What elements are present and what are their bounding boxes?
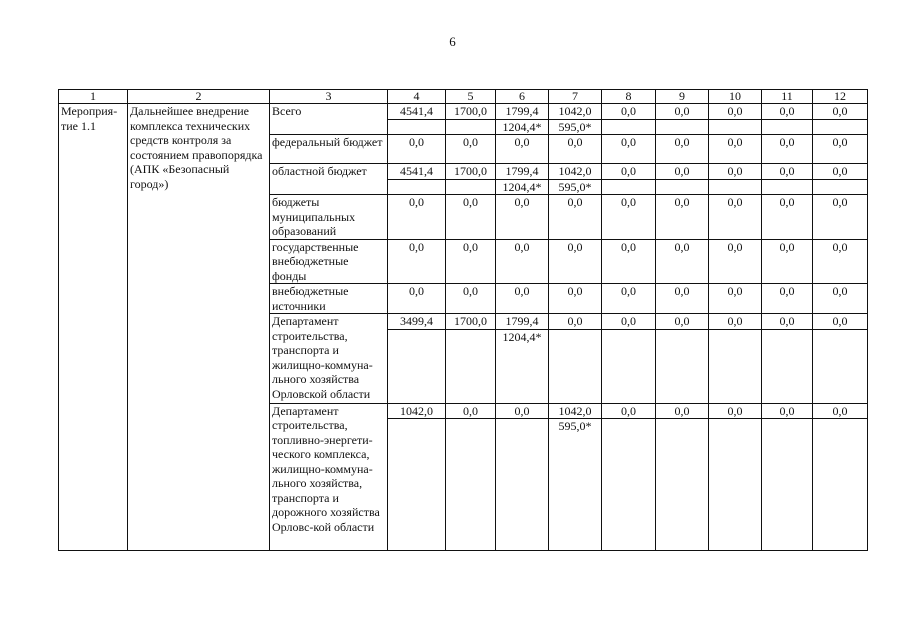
value-cell: 0,0	[496, 239, 549, 284]
source-label: бюджеты муниципальных образований	[270, 195, 388, 240]
value-cell: 0,0	[602, 239, 656, 284]
extra-value-cell: 1204,4*	[496, 119, 549, 135]
value-cell: 4541,4	[388, 104, 446, 120]
value-cell: 1700,0	[446, 164, 496, 180]
value-cell: 3499,4	[388, 314, 446, 330]
value-cell: 0,0	[656, 195, 709, 240]
value-cell: 0,0	[762, 403, 813, 419]
extra-value-cell	[388, 329, 446, 403]
value-cell: 0,0	[813, 239, 868, 284]
value-cell: 0,0	[388, 195, 446, 240]
extra-value-cell	[762, 119, 813, 135]
value-cell: 0,0	[656, 239, 709, 284]
value-cell: 0,0	[762, 239, 813, 284]
header-cell: 9	[656, 90, 709, 104]
value-cell: 0,0	[813, 104, 868, 120]
source-label: областной бюджет	[270, 164, 388, 195]
value-cell: 0,0	[602, 135, 656, 164]
value-cell: 0,0	[602, 403, 656, 419]
budget-table	[58, 89, 868, 551]
extra-value-cell	[656, 179, 709, 195]
value-cell: 0,0	[388, 284, 446, 314]
value-cell: 0,0	[709, 239, 762, 284]
value-cell: 0,0	[656, 284, 709, 314]
header-cell: 12	[813, 90, 868, 104]
value-cell: 0,0	[709, 104, 762, 120]
value-cell: 1799,4	[496, 164, 549, 180]
header-cell: 11	[762, 90, 813, 104]
source-label: федеральный бюджет	[270, 135, 388, 164]
source-label: внебюджетные источники	[270, 284, 388, 314]
value-cell: 0,0	[602, 104, 656, 120]
header-cell: 1	[59, 90, 128, 104]
header-cell: 7	[549, 90, 602, 104]
extra-value-cell: 595,0*	[549, 419, 602, 551]
table-row	[59, 104, 868, 120]
value-cell: 0,0	[762, 104, 813, 120]
extra-value-cell	[656, 119, 709, 135]
value-cell: 0,0	[709, 284, 762, 314]
value-cell: 0,0	[656, 135, 709, 164]
value-cell: 0,0	[446, 403, 496, 419]
value-cell: 0,0	[388, 135, 446, 164]
source-label: Департамент строительства, транспорта и жилищно-коммуна-льного хозяйства Орловской области	[270, 314, 388, 404]
extra-value-cell	[388, 119, 446, 135]
value-cell: 0,0	[656, 314, 709, 330]
value-cell: 1042,0	[549, 164, 602, 180]
source-label: государственные внебюджетные фонды	[270, 239, 388, 284]
value-cell: 0,0	[656, 403, 709, 419]
extra-value-cell	[656, 329, 709, 403]
extra-value-cell	[762, 329, 813, 403]
extra-value-cell: 1204,4*	[496, 179, 549, 195]
extra-value-cell	[656, 419, 709, 551]
value-cell: 0,0	[496, 195, 549, 240]
value-cell: 0,0	[709, 135, 762, 164]
extra-value-cell	[388, 179, 446, 195]
extra-value-cell	[602, 119, 656, 135]
value-cell: 0,0	[656, 104, 709, 120]
extra-value-cell	[602, 179, 656, 195]
value-cell: 0,0	[549, 195, 602, 240]
extra-value-cell	[446, 119, 496, 135]
extra-value-cell	[549, 329, 602, 403]
value-cell: 1700,0	[446, 104, 496, 120]
extra-value-cell	[446, 329, 496, 403]
value-cell: 0,0	[813, 314, 868, 330]
page-number: 6	[449, 34, 456, 49]
header-cell: 5	[446, 90, 496, 104]
value-cell: 0,0	[813, 284, 868, 314]
value-cell: 0,0	[549, 135, 602, 164]
extra-value-cell	[388, 419, 446, 551]
value-cell: 4541,4	[388, 164, 446, 180]
value-cell: 0,0	[656, 164, 709, 180]
extra-value-cell	[813, 329, 868, 403]
value-cell: 0,0	[709, 195, 762, 240]
source-label: Департамент строительства, топливно-энергети-ческого комплекса, жилищно-коммуна-льного хозяйства, транспорта и дорожного хозяйства Орловс-кой области	[270, 403, 388, 551]
value-cell: 1042,0	[388, 403, 446, 419]
extra-value-cell	[602, 419, 656, 551]
value-cell: 0,0	[549, 314, 602, 330]
value-cell: 1042,0	[549, 104, 602, 120]
header-cell: 2	[128, 90, 270, 104]
header-cell: 10	[709, 90, 762, 104]
header-cell: 8	[602, 90, 656, 104]
value-cell: 0,0	[446, 135, 496, 164]
value-cell: 0,0	[602, 164, 656, 180]
value-cell: 0,0	[602, 314, 656, 330]
extra-value-cell: 595,0*	[549, 119, 602, 135]
value-cell: 0,0	[446, 284, 496, 314]
value-cell: 1799,4	[496, 104, 549, 120]
extra-value-cell	[762, 419, 813, 551]
value-cell: 0,0	[496, 284, 549, 314]
value-cell: 1799,4	[496, 314, 549, 330]
value-cell: 0,0	[549, 284, 602, 314]
extra-value-cell	[813, 119, 868, 135]
source-label: Всего	[270, 104, 388, 135]
value-cell: 0,0	[762, 135, 813, 164]
value-cell: 0,0	[496, 403, 549, 419]
extra-value-cell: 595,0*	[549, 179, 602, 195]
extra-value-cell	[813, 419, 868, 551]
value-cell: 0,0	[709, 314, 762, 330]
value-cell: 0,0	[813, 403, 868, 419]
value-cell: 0,0	[762, 195, 813, 240]
value-cell: 1700,0	[446, 314, 496, 330]
extra-value-cell	[709, 179, 762, 195]
value-cell: 0,0	[602, 195, 656, 240]
header-row	[59, 90, 868, 104]
event-name: Дальнейшее внедрение комплекса технических средств контроля за состоянием правопорядка (АПК «Безопасный город»)	[128, 104, 270, 551]
value-cell: 0,0	[762, 284, 813, 314]
value-cell: 0,0	[709, 403, 762, 419]
extra-value-cell	[709, 119, 762, 135]
value-cell: 0,0	[446, 239, 496, 284]
value-cell: 0,0	[813, 164, 868, 180]
extra-value-cell	[496, 419, 549, 551]
value-cell: 0,0	[602, 284, 656, 314]
value-cell: 0,0	[496, 135, 549, 164]
header-cell: 3	[270, 90, 388, 104]
extra-value-cell	[602, 329, 656, 403]
value-cell: 0,0	[446, 195, 496, 240]
extra-value-cell	[446, 179, 496, 195]
value-cell: 0,0	[813, 135, 868, 164]
extra-value-cell: 1204,4*	[496, 329, 549, 403]
header-cell: 4	[388, 90, 446, 104]
event-code: Мероприя-тие 1.1	[59, 104, 128, 551]
value-cell: 0,0	[388, 239, 446, 284]
header-cell: 6	[496, 90, 549, 104]
extra-value-cell	[709, 419, 762, 551]
value-cell: 0,0	[549, 239, 602, 284]
extra-value-cell	[813, 179, 868, 195]
value-cell: 0,0	[813, 195, 868, 240]
extra-value-cell	[446, 419, 496, 551]
value-cell: 0,0	[762, 164, 813, 180]
value-cell: 0,0	[709, 164, 762, 180]
value-cell: 0,0	[762, 314, 813, 330]
extra-value-cell	[762, 179, 813, 195]
extra-value-cell	[709, 329, 762, 403]
value-cell: 1042,0	[549, 403, 602, 419]
